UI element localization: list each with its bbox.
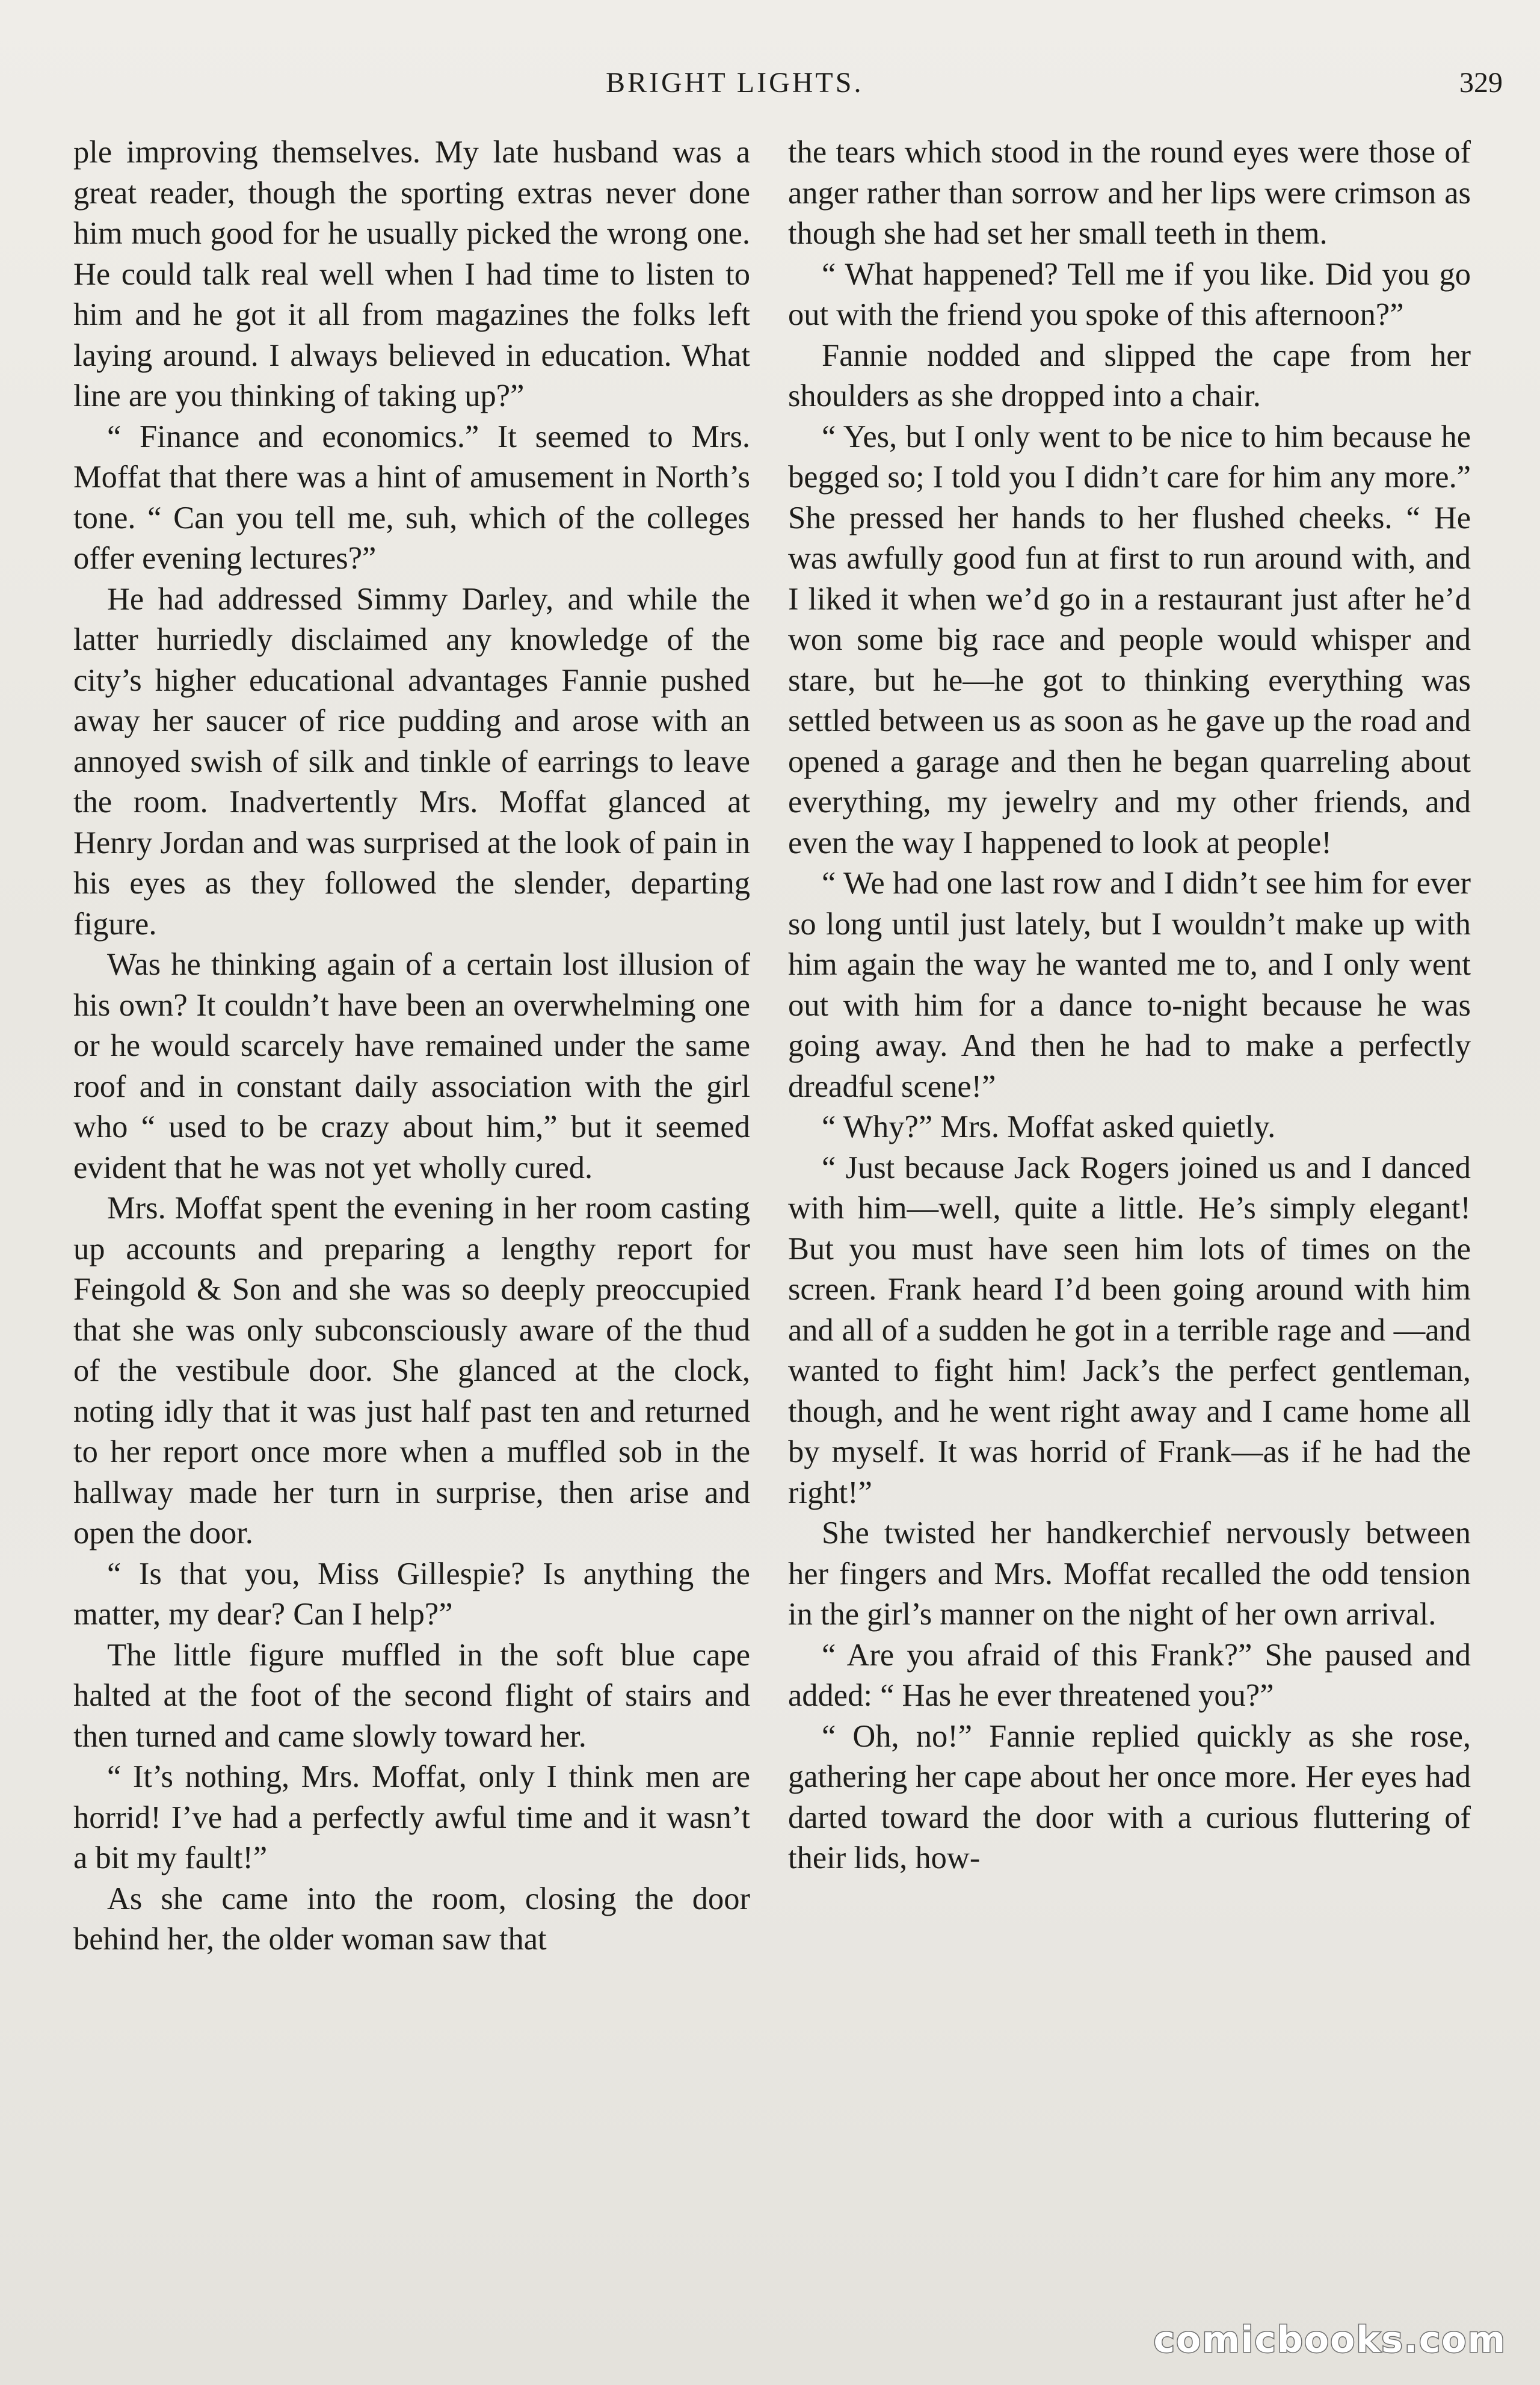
paragraph: The little figure muffled in the soft blue cape halted at the foot of the second flight of stairs and then turned and came slowly toward her. (73, 1637, 750, 1754)
running-head (0, 66, 1540, 114)
paragraph: “ Oh, no!” Fannie replied quickly as she rose, gathering her cape about her once more. Her eyes had darted toward the door with a curious fluttering of their lids, how- (788, 1718, 1471, 1875)
paragraph: “ Yes, but I only went to be nice to him because he begged so; I told you I didn’t care for him any more.” She pressed her hands to her flushed cheeks. “ He was awfully good fun at first to run around with, and I liked it when we’d go in a restaurant just after he’d won some big race and people would whisper and stare, but he—he got to thinking everything was settled between us as soon as he gave up the road and opened a garage and then he began quarreling about everything, my jewelry and my other friends, and even the way I happened to look at people! (788, 419, 1471, 860)
paragraph: Was he thinking again of a certain lost illusion of his own? It couldn’t have been an overwhelming one or he would scarcely have remained under the same roof and in constant daily association with the girl who “ used to be crazy about him,” but it seemed evident that he was not yet wholly cured. (73, 947, 750, 1185)
paragraph: She twisted her handkerchief nervously between her fingers and Mrs. Moffat recalled the odd tension in the girl’s manner on the night of her own arrival. (788, 1516, 1471, 1632)
paragraph: “ It’s nothing, Mrs. Moffat, only I think men are horrid! I’ve had a perfectly awful time and it wasn’t a bit my fault!” (73, 1759, 750, 1875)
paragraph: He had addressed Simmy Darley, and while the latter hurriedly disclaimed any knowledge of the city’s higher educational advantages Fannie pushed away her saucer of rice pudding and arose with an annoyed swish of silk and tinkle of earrings to leave the room. Inadvertently Mrs. Moffat glanced at Henry Jordan and was surprised at the look of pain in his eyes as they followed the slender, departing figure. (73, 581, 750, 942)
page-number: 329 (1459, 67, 1503, 99)
paragraph: Mrs. Moffat spent the evening in her room casting up accounts and preparing a lengthy report for Feingold & Son and she was so deeply preoccupied that she was only subconsciously aware of the thud of the vestibule door. She glanced at the clock, noting idly that it was just half past ten and returned to her report once more when a muffled sob in the hallway made her turn in surprise, then arise and open the door. (73, 1191, 750, 1550)
paragraph: Fannie nodded and slipped the cape from her shoulders as she dropped into a chair. (788, 338, 1471, 413)
left-column (73, 132, 750, 1960)
running-title: BRIGHT LIGHTS. (606, 67, 864, 99)
paragraph: “ Just because Jack Rogers joined us and I danced with him—well, quite a little. He’s simply elegant! But you must have seen him lots of times on the screen. Frank heard I’d been going around with him and all of a sudden he got in a terrible rage and —and wanted to fight him! Jack’s the perfect gentleman, though, and he went right away and I came home all by myself. It was horrid of Frank—as if he had the right!” (788, 1150, 1471, 1510)
paragraph: “ Is that you, Miss Gillespie? Is anything the matter, my dear? Can I help?” (73, 1556, 750, 1632)
paragraph: “ Finance and economics.” It seemed to Mrs. Moffat that there was a hint of amusement in North’s tone. “ Can you tell me, suh, which of the colleges offer evening lectures?” (73, 419, 750, 576)
paragraph: “ Why?” Mrs. Moffat asked quietly. (822, 1109, 1276, 1144)
watermark: comicbooks.com (1153, 2319, 1506, 2361)
paragraph: As she came into the room, closing the door behind her, the older woman saw that (73, 1881, 750, 1957)
paragraph: ple improving themselves. My late husband was a great reader, though the sporting extras never done him much good for he usually picked the wrong one. He could talk real well when I had time to listen to him and he got it all from magazines the folks left laying around. I always believed in education. What line are you thinking of taking up?” (73, 135, 750, 413)
paragraph: “ Are you afraid of this Frank?” She paused and added: “ Has he ever threatened you?” (788, 1637, 1471, 1713)
paragraph: “ We had one last row and I didn’t see him for ever so long until just lately, but I wouldn’t make up with him again the way he wanted me to, and I only went out with him for a dance to-night because he was going away. And then he had to make a perfectly dreadful scene!” (788, 866, 1471, 1104)
paragraph: “ What happened? Tell me if you like. Did you go out with the friend you spoke of this afternoon?” (788, 256, 1471, 332)
right-column (788, 132, 1471, 1879)
paragraph: the tears which stood in the round eyes were those of anger rather than sorrow and her lips were crimson as though she had set her small teeth in them. (788, 135, 1471, 251)
